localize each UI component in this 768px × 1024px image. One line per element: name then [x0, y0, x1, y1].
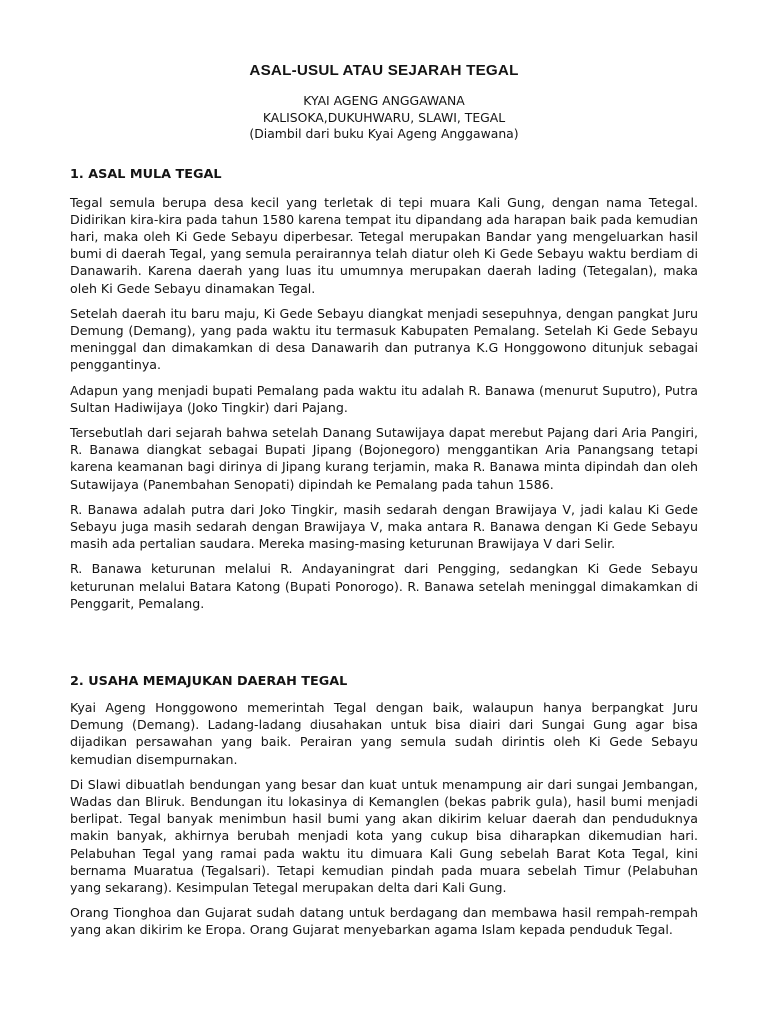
section-asal-mula-tegal	[70, 166, 698, 612]
paragraph: Tersebutlah dari sejarah bahwa setelah Danang Sutawijaya dapat merebut Pajang dari Aria Pangiri, R. Banawa diangkat sebagai Bupati Jipang (Bojonegoro) menggantikan Aria Panangsang tetapi karena keamanan bagi dirinya di Jipang kurang terjamin, maka R. Banawa minta dipindah dan oleh Sutawijaya (Panembahan Senopati) dipindah ke Pemalang pada tahun 1586.	[70, 424, 698, 492]
section-heading: 2. USAHA MEMAJUKAN DAERAH TEGAL	[70, 673, 348, 689]
paragraph: Tegal semula berupa desa kecil yang terletak di tepi muara Kali Gung, dengan nama Tetegal. Didirikan kira-kira pada tahun 1580 karena tempat itu dipandang ada harapan baik pada kemudian hari, maka oleh Ki Gede Sebayu diperbesar. Tetegal merupakan Bandar yang mengeluarkan hasil bumi di daerah Tegal, yang semula perairannya telah diatur oleh Ki Gede Sebayu waktu berdiam di Danawarih. Karena daerah yang luas itu umumnya merupakan daerah lading (Tetegalan), maka oleh Ki Gede Sebayu dinamakan Tegal.	[70, 194, 698, 296]
paragraph: R. Banawa keturunan melalui R. Andayaningrat dari Pengging, sedangkan Ki Gede Sebayu keturunan melalui Batara Katong (Bupati Ponorogo). R. Banawa setelah meninggal dimakamkan di Penggarit, Pemalang.	[70, 561, 698, 611]
paragraph: Adapun yang menjadi bupati Pemalang pada waktu itu adalah R. Banawa (menurut Suputro), Putra Sultan Hadiwijaya (Joko Tingkir) dari Pajang.	[70, 382, 698, 415]
subtitle-location: KALISOKA,DUKUHWARU, SLAWI, TEGAL	[262, 109, 506, 125]
paragraph: Di Slawi dibuatlah bendungan yang besar dan kuat untuk menampung air dari sungai Jembangan, Wadas dan Bliruk. Bendungan itu lokasinya di Kemanglen (bekas pabrik gula), hasil bumi menjadi berlipat. Tegal banyak menimbun hasil bumi yang akan dikirim keluar daerah dan penduduknya makin banyak, akhirnya berubah menjadi kota yang cukup bisa diharapkan dikemudian hari. Pelabuhan Tegal yang ramai pada waktu itu dimuara Kali Gung sebelah Barat Kota Tegal, kini bernama Muaratua (Tegalsari). Tetapi kemudian pindah pada muara sebelah Timur (Pelabuhan yang sekarang). Kesimpulan Tetegal merupakan delta dari Kali Gung.	[70, 776, 698, 895]
subtitle-source: (Diambil dari buku Kyai Ageng Anggawana)	[249, 126, 519, 141]
paragraph: R. Banawa adalah putra dari Joko Tingkir, masih sedarah dengan Brawijaya V, jadi kalau Ki Gede Sebayu juga masih sedarah dengan Brawijaya V, maka antara R. Banawa dengan Ki Gede Sebayu masih ada pertalian saudara. Mereka masing-masing keturunan Brawijaya V dari Selir.	[70, 501, 698, 552]
document-subtitle	[70, 93, 698, 143]
section-usaha-memajukan	[70, 673, 698, 939]
document-title: ASAL-USUL ATAU SEJARAH TEGAL	[249, 62, 519, 79]
paragraph: Setelah daerah itu baru maju, Ki Gede Sebayu diangkat menjadi sesepuhnya, dengan pangkat Juru Demung (Demang), yang pada waktu itu termasuk Kabupaten Pemalang. Setelah Ki Gede Sebayu meninggal dan dimakamkan di desa Danawarih dan putranya K.G Honggowono ditunjuk sebagai penggantinya.	[70, 305, 698, 373]
subtitle-author: KYAI AGENG ANGGAWANA	[303, 93, 465, 108]
document-page	[70, 62, 698, 947]
paragraph: Orang Tionghoa dan Gujarat sudah datang untuk berdagang dan membawa hasil rempah-rempah yang akan dikirim ke Eropa. Orang Gujarat menyebarkan agama Islam kepada penduduk Tegal.	[70, 905, 698, 938]
section-heading: 1. ASAL MULA TEGAL	[70, 166, 222, 182]
paragraph: Kyai Ageng Honggowono memerintah Tegal dengan baik, walaupun hanya berpangkat Juru Demung (Demang). Ladang-ladang diusahakan untuk bisa diairi dari Sungai Gung agar bisa dijadikan persawahan yang baik. Perairan yang semula sudah dirintis oleh Ki Gede Sebayu kemudian disempurnakan.	[70, 699, 698, 767]
